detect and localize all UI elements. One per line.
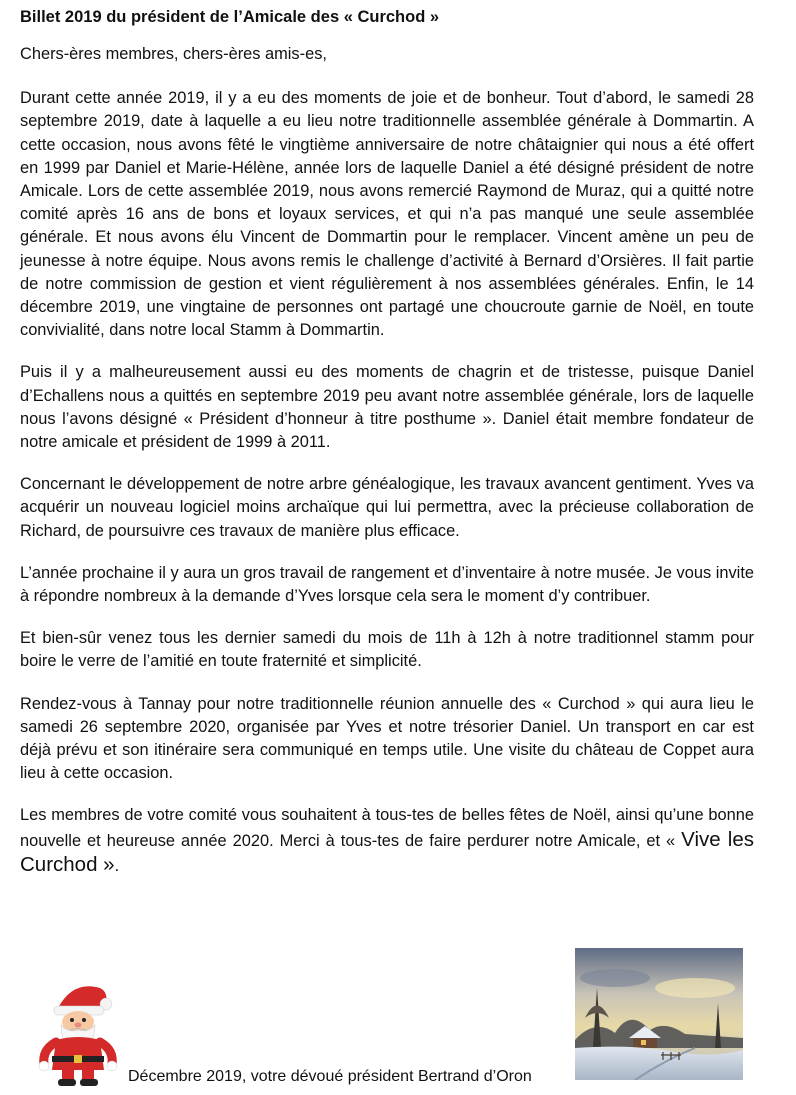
paragraph-genealogy: Concernant le développement de notre arbre généalogique, les travaux avancent gentiment. Yves va acquérir un nouveau logiciel moins archaïque qui lui permettra, avec la précieuse collaboration de Richard, de poursuivre ces travaux de manière plus efficace.	[20, 475, 754, 540]
paragraph-meeting: Rendez-vous à Tannay pour notre traditionnelle réunion annuelle des « Curchod » qui aura lieu le samedi 26 septembre 2020, organisée par Yves et notre trésorier Daniel. Un transport en car est déjà prévu et son itinéraire sera communiqué en temps utile. Une visite du château de Coppet aura lieu à cette occasion.	[20, 694, 754, 783]
santa-claus-icon	[28, 978, 128, 1088]
signature: Décembre 2019, votre dévoué président Bertrand d’Oron	[128, 1068, 532, 1085]
letter-title: Billet 2019 du président de l’Amicale des « Curchod »	[20, 8, 440, 26]
paragraph-sorrow: Puis il y a malheureusement aussi eu des moments de chagrin et de tristesse, puisque Daniel d’Echallens nous a quittés en septembre 2019 peu avant notre assemblée générale, lors de laquelle nous l’avons désigné « Président d’honneur à titre posthume ». Daniel était membre fondateur de notre amicale et président de 1999 à 2011.	[20, 363, 754, 452]
closing-highlight: Vive les Curchod »	[20, 827, 754, 876]
paragraph-stamm: Et bien-sûr venez tous les dernier samedi du mois de 11h à 12h à notre traditionnel stamm pour boire le verre de l’amitié en toute fraternité et simplicité.	[20, 629, 754, 671]
paragraph-museum: L’année prochaine il y aura un gros travail de rangement et d’inventaire à notre musée. Je vous invite à répondre nombreux à la demande d’Yves lorsque cela sera le moment d’y contribuer.	[20, 563, 754, 606]
winter-landscape-painting-icon	[575, 948, 743, 1080]
letter	[20, 6, 754, 878]
paragraph-joy: Durant cette année 2019, il y a eu des moments de joie et de bonheur. Tout d’abord, le samedi 28 septembre 2019, date à laquelle a eu lieu notre traditionnelle assemblée générale à Dommartin. A cette occasion, nous avons fêté le vingtième anniversaire de notre châtaignier qui nous a été offert en 1999 par Daniel et Marie-Hélène, année lors de laquelle Daniel a été désigné président de notre Amicale. Lors de cette assemblée 2019, nous avons remercié Raymond de Muraz, qui a quitté notre comité après 16 ans de bons et loyaux services, et qui n’a pas manqué une seule assemblée générale. Et nous avons élu Vincent de Dommartin pour le remplacer. Vincent amène un peu de jeunesse à notre équipe. Nous avons remis le challenge d’activité à Bernard d’Orsières. Il fait partie de notre commission de gestion et vient régulièrement à nos assemblées générales. Enfin, le 14 décembre 2019, une vingtaine de personnes ont partagé une choucroute garnie de Noël, en toute convivialité, dans notre local Stamm à Dommartin.	[20, 89, 754, 340]
paragraph-closing	[20, 804, 754, 878]
closing-text: Les membres de votre comité vous souhaitent à tous-tes de belles fêtes de Noël, ainsi qu’une bonne nouvelle et heureuse année 2020. Merci à tous-tes de faire perdurer notre Amicale, et «	[20, 806, 754, 850]
closing-end: .	[114, 856, 120, 875]
greeting: Chers-ères membres, chers-ères amis-es,	[20, 45, 327, 63]
